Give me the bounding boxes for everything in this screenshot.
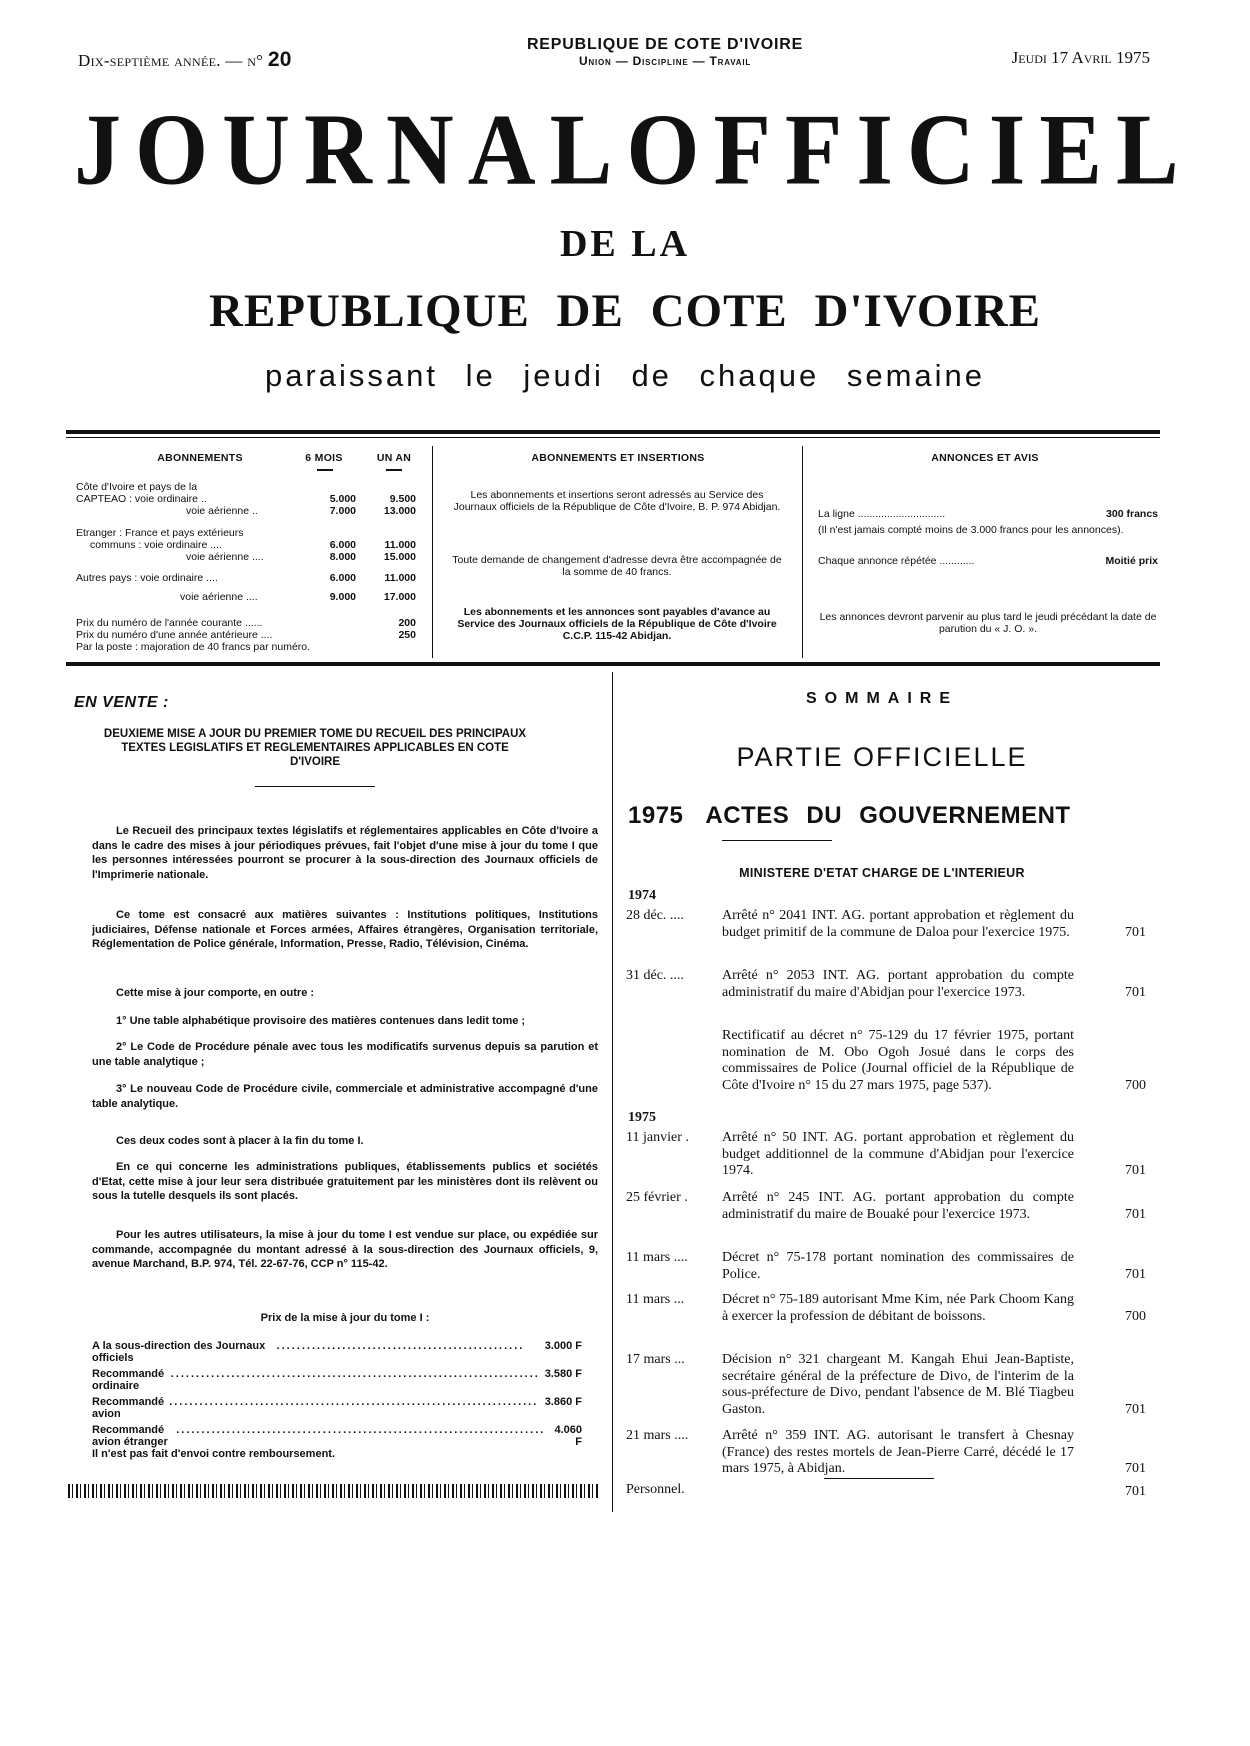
abonnements-table bbox=[76, 481, 416, 653]
barcode-strip bbox=[68, 1484, 600, 1498]
list-item: Rectificatif au décret n° 75-129 du 17 février 1975, portant nomination de M. Obo Ogoh Josué dans le corps des commissaires de Police (Journal officiel de la République de Côte d'Ivoire n° 15 du 27 mars 1975, page 537). 700 bbox=[722, 1028, 1146, 1093]
list-item: 31 déc. .... Arrêté n° 2053 INT. AG. portant approbation du compte administratif du maire d'Abidjan pour l'exercice 1973. 701 bbox=[626, 968, 1146, 1000]
actes-heading bbox=[628, 802, 1071, 830]
table-row: voie aérienne .... 8.000 15.000 bbox=[186, 551, 416, 563]
price-row: Recommandé ordinaire ......................................................................... 3.580 F bbox=[92, 1368, 582, 1392]
masthead-republique: REPUBLIQUE DE COTE D'IVOIRE bbox=[209, 285, 1041, 337]
column-divider bbox=[612, 672, 613, 1512]
list-item: 25 février . Arrêté n° 245 INT. AG. portant approbation du compte administratif du maire de Bouaké pour l'exercice 1973. 701 bbox=[626, 1190, 1146, 1222]
year-1975: 1975 bbox=[628, 1110, 656, 1125]
price-row: A la sous-direction des Journaux officiels ................................................. 3.000 F bbox=[92, 1340, 582, 1364]
table-row: Autres pays : voie ordinaire .... 6.000 11.000 bbox=[76, 572, 416, 584]
sommaire-end-rule bbox=[824, 1478, 934, 1479]
actes-rule bbox=[722, 840, 832, 841]
box-rule-bottom bbox=[66, 662, 1160, 666]
table-row: Par la poste : majoration de 40 francs par numéro. bbox=[76, 641, 311, 653]
issue-number-value: 20 bbox=[267, 48, 292, 71]
masthead-word-journal: JOURNAL bbox=[74, 93, 627, 207]
vente-paragraph-5: 2° Le Code de Procédure pénale avec tous les modificatifs survenus depuis sa parution et une table analytique ; bbox=[92, 1041, 598, 1068]
masthead-parution: paraissant le jeudi de chaque semaine bbox=[264, 358, 986, 393]
partie-officielle: PARTIE OFFICIELLE bbox=[736, 742, 1028, 772]
table-row: communs : voie ordinaire .... 6.000 11.000 bbox=[90, 539, 416, 551]
annonces-title: ANNONCES ET AVIS bbox=[931, 452, 1039, 464]
vente-paragraph-6: 3° Le nouveau Code de Procédure civile, commerciale et administrative accompagné d'une table analytique. bbox=[92, 1083, 598, 1110]
vente-paragraph-7: Ces deux codes sont à placer à la fin du tome I. bbox=[116, 1135, 364, 1147]
vente-paragraph-8: En ce qui concerne les administrations publiques, établissements publics et sociétés d'Etat, cette mise à jour leur sera distribuée gratuitement par les ministères dont ils relèvent ou sous la tutelle desquels ils sont placés. bbox=[92, 1161, 598, 1202]
table-row: CAPTEAO : voie ordinaire .. 5.000 9.500 bbox=[76, 493, 416, 505]
sommaire-title: SOMMAIRE bbox=[806, 690, 958, 707]
insertions-title: ABONNEMENTS ET INSERTIONS bbox=[531, 452, 705, 464]
vente-paragraph-2: Ce tome est consacré aux matières suivantes : Institutions politiques, Institutions judiciaires, Défense nationale et Forces armées, Affaires étrangères, Organisation territoriale, Réglementation de Police générale, Information, Presse, Radio, Télévision, Cinéma. bbox=[92, 909, 598, 950]
list-item: 11 janvier . Arrêté n° 50 INT. AG. portant approbation et règlement du budget additionnel de la commune d'Abidjan pour l'exercice 1974. 701 bbox=[626, 1130, 1146, 1178]
vente-paragraph-4: 1° Une table alphabétique provisoire des matières contenues dans ledit tome ; bbox=[116, 1015, 526, 1027]
republic-motto: Union — Discipline — Travail bbox=[578, 54, 752, 68]
no-envoi-notice: Il n'est pas fait d'envoi contre remboursement. bbox=[92, 1448, 336, 1460]
col-6mois: 6 MOIS bbox=[305, 452, 343, 464]
list-item: 11 mars .... Décret n° 75-178 portant nomination des commissaires de Police. 701 bbox=[626, 1250, 1146, 1282]
price-row: Recommandé avion étranger ......................................................................... 4.060 F bbox=[92, 1424, 582, 1448]
list-item: 17 mars ... Décision n° 321 chargeant M. Kangah Ehui Jean-Baptiste, secrétaire général de la préfecture de Divo, de l'interim de la sous-préfecture de Divo, pendant l'absence de M. Blé Tiagbeu Gaston. 701 bbox=[626, 1352, 1146, 1417]
list-item: 21 mars .... Arrêté n° 359 INT. AG. autorisant le transfert à Chesnay (France) des restes mortels de Jean-Pierre Carré, décédé le 17 mars 1975, à Abidjan. 701 bbox=[626, 1428, 1146, 1476]
table-row: Prix du numéro d'une année antérieure .... 250 bbox=[76, 629, 416, 641]
col-6mois-dash bbox=[317, 469, 333, 471]
ministere-heading: MINISTERE D'ETAT CHARGE DE L'INTERIEUR bbox=[739, 866, 1025, 880]
abonnements-title: ABONNEMENTS bbox=[157, 452, 243, 464]
issue-number bbox=[78, 48, 292, 72]
table-row: Etranger : France et pays extérieurs bbox=[76, 527, 244, 539]
list-item: 11 mars ... Décret n° 75-189 autorisant Mme Kim, née Park Choom Kang à exercer la profession de débitant de boissons. 700 bbox=[626, 1292, 1146, 1324]
box-divider-2 bbox=[802, 446, 803, 658]
en-vente-label: EN VENTE : bbox=[74, 694, 169, 711]
recueil-title: DEUXIEME MISE A JOUR DU PREMIER TOME DU RECUEIL DES PRINCIPAUX TEXTES LEGISLATIFS ET REGLEMENTAIRES APPLICABLES EN COTE D'IVOIRE bbox=[103, 728, 527, 768]
price-row: Recommandé avion ......................................................................... 3.860 F bbox=[92, 1396, 582, 1420]
masthead-rule-top-thin bbox=[66, 437, 1160, 438]
masthead-de-la: DE LA bbox=[559, 223, 691, 265]
annonces-repetee: Chaque annonce répétée ............ Moitié prix bbox=[818, 555, 1158, 567]
republic-name: REPUBLIQUE DE COTE D'IVOIRE bbox=[526, 36, 804, 53]
insertions-payment: Les abonnements et les annonces sont payables d'avance au Service des Journaux officiels de la République de Côte d'Ivoire C.C.P. 115-42 Abidjan. bbox=[457, 606, 777, 642]
masthead-rule-top bbox=[66, 430, 1160, 434]
col-un-an-dash bbox=[386, 469, 402, 471]
personnel-label: Personnel. bbox=[626, 1482, 685, 1497]
vente-paragraph-9: Pour les autres utilisateurs, la mise à jour du tome I est vendue sur place, ou expédiée sur commande, accompagnée du montant adressé à la sous-direction des Journaux officiels, 9, avenue Marchand, B.P. 974, Tél. 22-67-76, CCP n° 115-42. bbox=[92, 1229, 598, 1270]
masthead-word-officiel: OFFICIEL bbox=[626, 93, 1193, 207]
actes-title: ACTES DU GOUVERNEMENT bbox=[705, 802, 1071, 829]
insertions-change-address: Toute demande de changement d'adresse devra être accompagnée de la somme de 40 francs. bbox=[452, 554, 782, 578]
republic-header bbox=[470, 36, 860, 68]
vente-paragraph-3: Cette mise à jour comporte, en outre : bbox=[116, 987, 315, 999]
year-1974: 1974 bbox=[628, 888, 656, 903]
recueil-title-rule bbox=[255, 786, 375, 787]
table-row: Côte d'Ivoire et pays de la bbox=[76, 481, 198, 493]
annonces-delai: Les annonces devront parvenir au plus tard le jeudi précédant la date de parution du « J. O. ». bbox=[819, 611, 1157, 635]
table-row: Prix du numéro de l'année courante ...... 200 bbox=[76, 617, 416, 629]
actes-year: 1975 bbox=[628, 802, 684, 829]
table-row: voie aérienne .... 9.000 17.000 bbox=[180, 591, 416, 603]
price-title: Prix de la mise à jour du tome I : bbox=[260, 1312, 430, 1324]
prix-numero bbox=[76, 617, 416, 653]
insertions-address: Les abonnements et insertions seront adressés au Service des Journaux officiels de la République de Côte d'Ivoire, B. P. 974 Abidjan. bbox=[453, 489, 781, 513]
vente-paragraph-1: Le Recueil des principaux textes législatifs et réglementaires applicables en Côte d'Ivoire a dans le cadre des mises à jour périodiques prévues, fait l'objet d'une mise à jour du tome I que les personnes intéressées pourront se procurer à la sous-direction des Journaux officiels de l'Imprimerie nationale. bbox=[92, 825, 598, 881]
issue-date: Jeudi 17 Avril 1975 bbox=[1011, 48, 1150, 67]
personnel-page: 701 bbox=[1125, 1484, 1146, 1499]
annonces-note: (Il n'est jamais compté moins de 3.000 francs pour les annonces). bbox=[818, 524, 1124, 536]
list-item: 28 déc. .... Arrêté n° 2041 INT. AG. portant approbation et règlement du budget primitif de la commune de Daloa pour l'exercice 1975. 701 bbox=[626, 908, 1146, 940]
annonces-ligne: La ligne .............................. 300 francs bbox=[818, 508, 1158, 520]
table-row: voie aérienne .. 7.000 13.000 bbox=[186, 505, 416, 517]
box-divider-1 bbox=[432, 446, 433, 658]
col-un-an: UN AN bbox=[376, 452, 412, 464]
masthead-title bbox=[74, 93, 1193, 207]
issue-label: Dix-septième année. — n° bbox=[78, 51, 264, 70]
